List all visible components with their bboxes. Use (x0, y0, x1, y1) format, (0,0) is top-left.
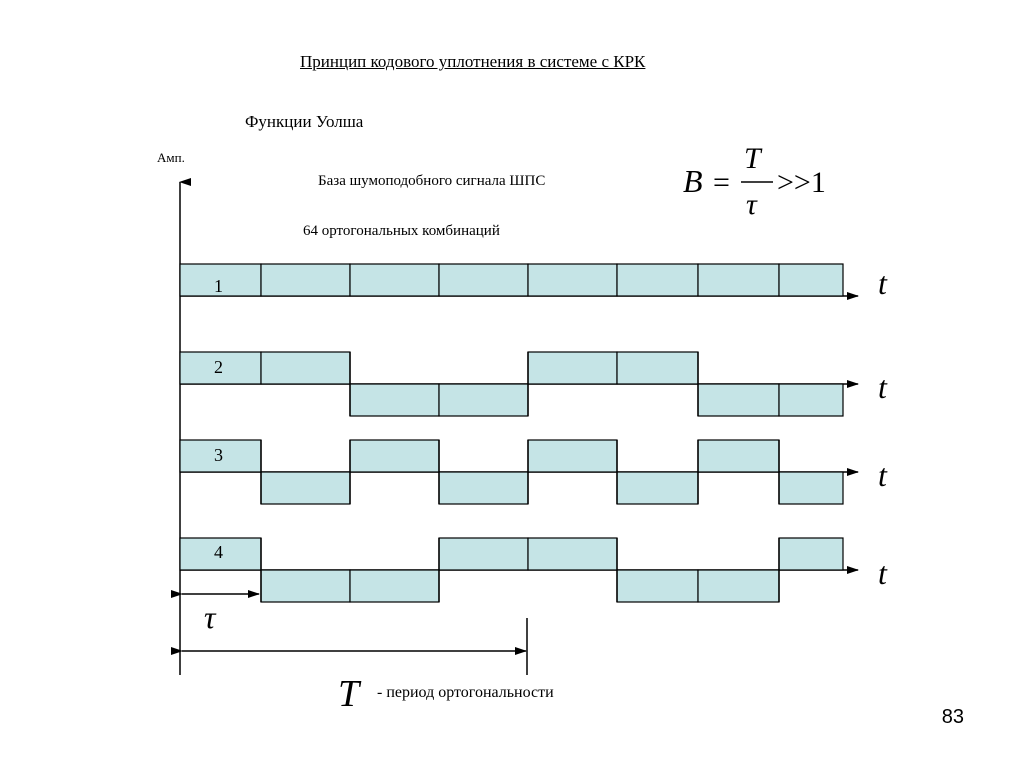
formula-numerator: T (744, 142, 761, 175)
pulse-1-7 (698, 264, 779, 296)
channels-layer (180, 264, 888, 602)
channel-label-1: 1 (214, 276, 223, 296)
pulse-4-8 (779, 538, 843, 570)
pulse-4-4 (439, 538, 528, 570)
pulse-4-3 (350, 570, 439, 602)
base-label: База шумоподобного сигнала ШПС (318, 173, 546, 189)
pulse-2-4 (439, 384, 528, 416)
pulse-2-6 (617, 352, 698, 384)
channel-label-4: 4 (214, 542, 223, 562)
base-formula (683, 142, 826, 221)
formula-rhs: >>1 (777, 166, 826, 199)
pulse-3-4 (439, 472, 528, 504)
combinations-label: 64 ортогональных комбинаций (303, 223, 500, 239)
page-title: Принцип кодового уплотнения в системе с КРК (300, 52, 646, 71)
page-number: 83 (941, 706, 964, 728)
pulse-3-2 (261, 472, 350, 504)
pulse-2-7 (698, 384, 779, 416)
time-label-2: t (878, 369, 887, 405)
pulse-3-7 (698, 440, 779, 472)
pulse-1-5 (528, 264, 617, 296)
pulse-2-8 (779, 384, 843, 416)
period-label: - период ортогональности (377, 684, 554, 701)
pulse-3-6 (617, 472, 698, 504)
pulse-1-8 (779, 264, 843, 296)
pulse-3-3 (350, 440, 439, 472)
channel-label-2: 2 (214, 357, 223, 377)
amplitude-axis-label: Амп. (157, 150, 185, 165)
pulse-4-6 (617, 570, 698, 602)
channel-label-3: 3 (214, 445, 223, 465)
time-label-1: t (878, 265, 887, 301)
walsh-subtitle: Функции Уолша (245, 112, 364, 131)
tau-label: τ (204, 599, 216, 635)
pulse-1-4 (439, 264, 528, 296)
pulse-1-6 (617, 264, 698, 296)
pulse-4-2 (261, 570, 350, 602)
time-label-3: t (878, 457, 887, 493)
formula-lhs: B (683, 163, 703, 199)
formula-eq: = (713, 166, 730, 199)
pulse-4-5 (528, 538, 617, 570)
pulse-1-3 (350, 264, 439, 296)
pulse-3-5 (528, 440, 617, 472)
pulse-3-8 (779, 472, 843, 504)
pulse-1-2 (261, 264, 350, 296)
time-label-4: t (878, 555, 887, 591)
pulse-4-7 (698, 570, 779, 602)
period-T-label: T (338, 673, 360, 715)
pulse-2-3 (350, 384, 439, 416)
formula-denominator: τ (746, 188, 757, 221)
pulse-2-2 (261, 352, 350, 384)
pulse-2-5 (528, 352, 617, 384)
